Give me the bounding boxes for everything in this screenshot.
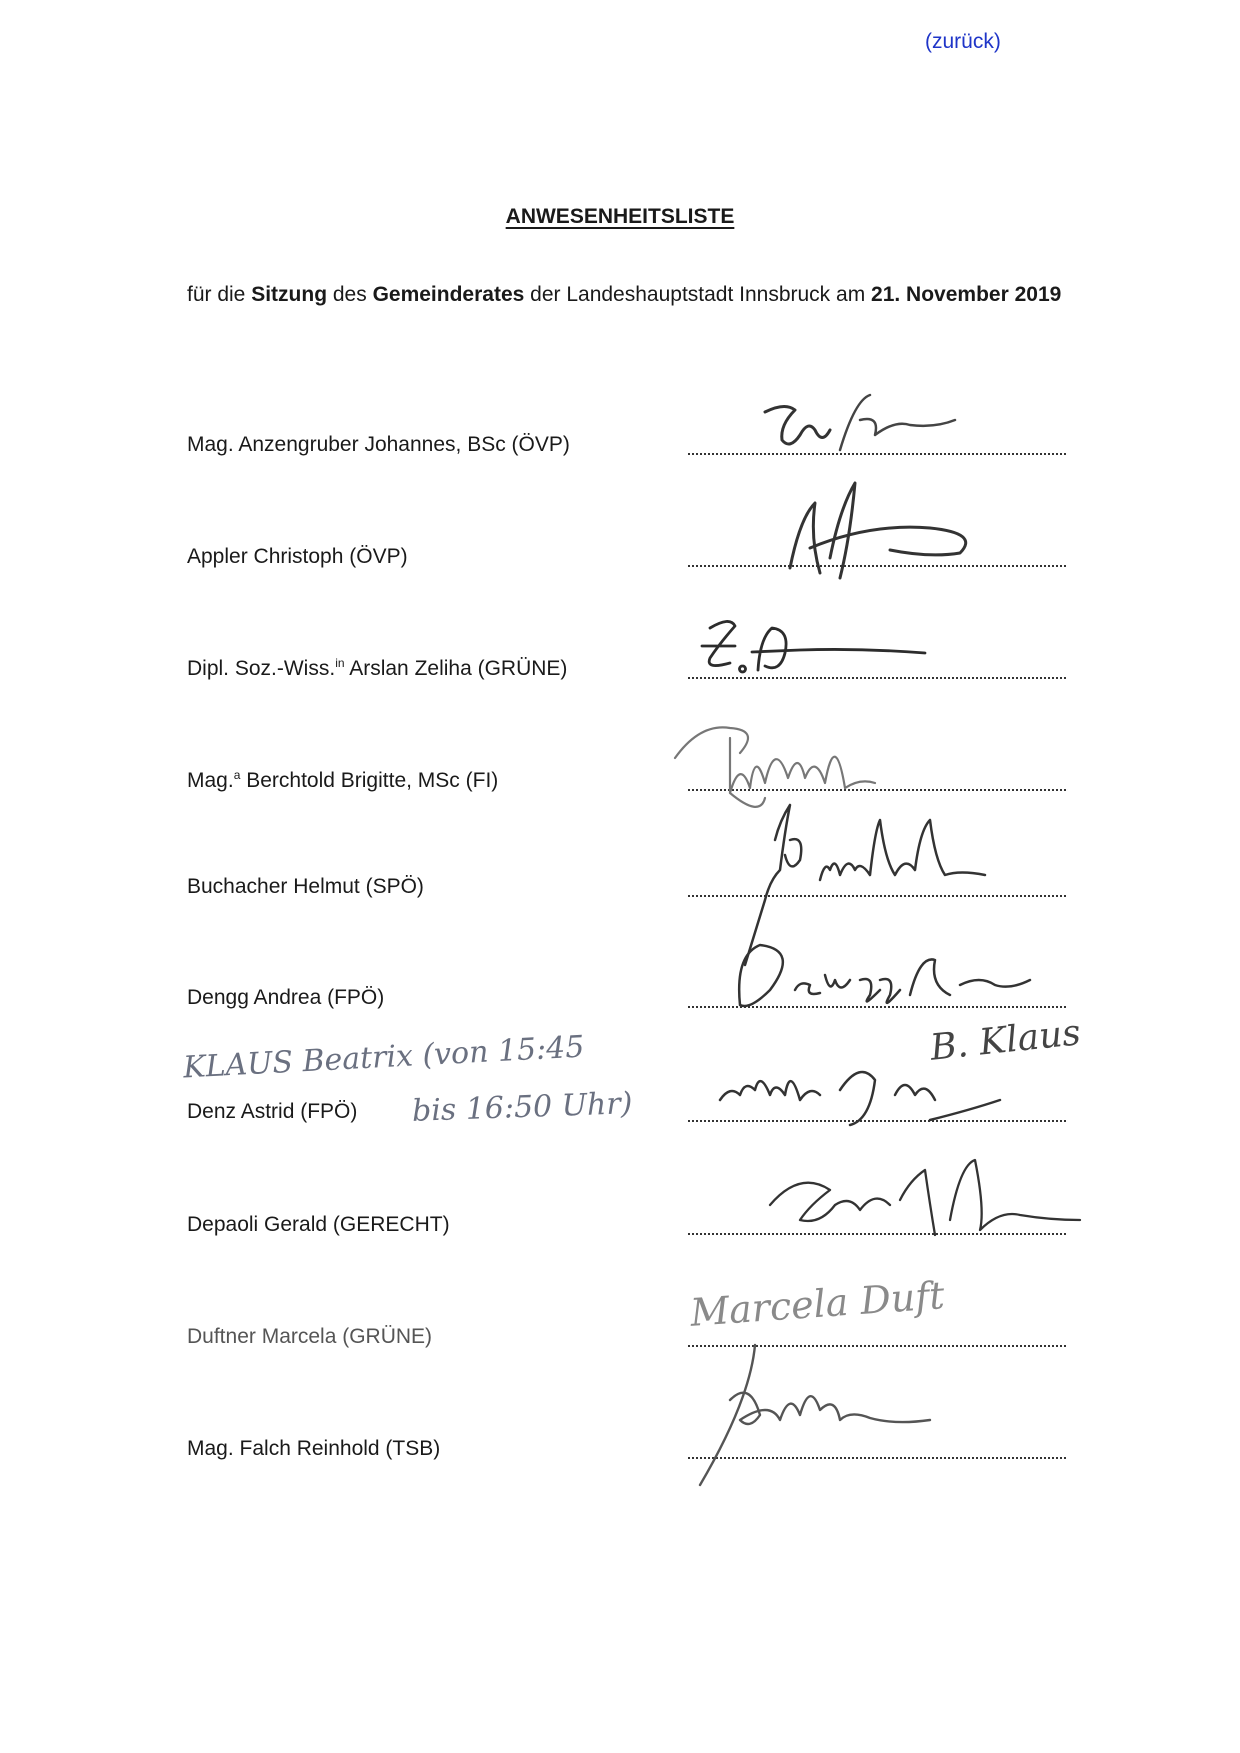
attendee-name: Mag. Falch Reinhold (TSB): [187, 1437, 441, 1460]
attendee-row: [0, 621, 1240, 681]
attendee-row: [0, 1401, 1240, 1461]
signature-arslan: [690, 608, 940, 683]
signature-falch: [680, 1340, 1000, 1490]
signature-duftner: Marcela Duft: [688, 1273, 946, 1335]
attendee-row: [0, 509, 1240, 569]
document-title: [0, 205, 1240, 229]
attendee-name: Mag. Anzengruber Johannes, BSc (ÖVP): [187, 433, 570, 456]
intro-paragraph: für die Sitzung des Gemeinderates der Landeshauptstadt Innsbruck am 21. November 2019: [187, 283, 1062, 306]
handwritten-substitute-time: bis 16:50 Uhr): [411, 1086, 633, 1129]
attendee-row: [0, 950, 1240, 1010]
attendee-row: [0, 1289, 1240, 1349]
signature-appler: [770, 478, 990, 588]
attendee-name: Denz Astrid (FPÖ): [187, 1100, 358, 1123]
attendee-row: [0, 839, 1240, 899]
signature-anzengruber: [760, 390, 980, 470]
attendee-row: [0, 733, 1240, 793]
back-link[interactable]: (zurück): [925, 30, 1001, 53]
attendee-name: Appler Christoph (ÖVP): [187, 545, 408, 568]
signature-dengg: [720, 935, 1040, 1015]
attendee-name: Dengg Andrea (FPÖ): [187, 986, 385, 1009]
signature-klaus: B. Klaus: [928, 1012, 1083, 1069]
attendee-row: [0, 397, 1240, 457]
attendee-name: Duftner Marcela (GRÜNE): [187, 1325, 433, 1348]
handwritten-substitute-note: KLAUS Beatrix (von 15:45: [182, 1029, 586, 1086]
attendee-name: Buchacher Helmut (SPÖ): [187, 875, 424, 898]
attendee-name: Dipl. Soz.-Wiss.$^{in}$ Arslan Zeliha (GRÜNE): [187, 656, 568, 680]
signature-depaoli: [760, 1150, 1090, 1245]
title-text: ANWESENHEITSLISTE: [505, 205, 735, 228]
attendee-name: Depaoli Gerald (GERECHT): [187, 1213, 450, 1236]
attendee-name: Mag.$^a$ Berchtold Brigitte, MSc (FI): [187, 768, 499, 792]
